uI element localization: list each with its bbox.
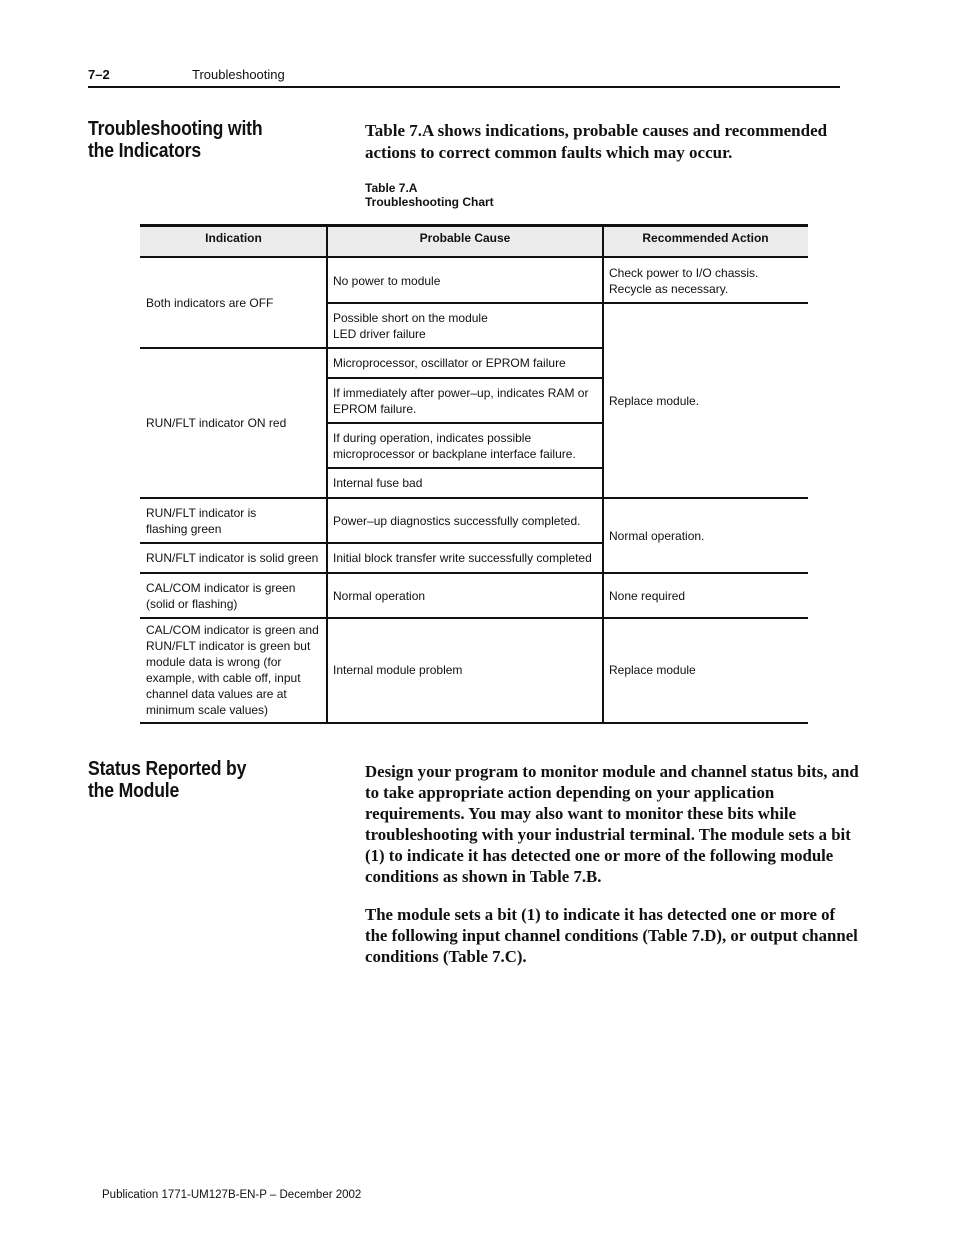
cell-text: Internal fuse bad [333,476,423,490]
cell-text: Both indicators are OFF [146,296,274,310]
cell-text: module data is wrong (for [146,655,282,669]
paragraph-line: Design your program to monitor module and channel status bits, and [365,762,859,781]
indication-solid-green [140,543,326,573]
heading-line: the Module [88,780,180,802]
cause-microprocessor [327,348,602,378]
cell-text: Replace module [609,663,696,677]
paragraph-line: troubleshooting with your industrial terminal. The module sets a bit [365,825,851,844]
cell-text: If during operation, indicates possible [333,430,532,445]
cell-text: Normal operation [333,588,426,603]
indication-flashing-green [140,498,326,543]
cell-text: RUN/FLT indicator is solid green [146,551,319,565]
action-replace-module [603,303,808,498]
paragraph-line: conditions (Table 7.C). [365,947,527,966]
heading-line: Status Reported by [88,758,247,780]
indication-run-flt-red [140,348,326,498]
paragraph-line: to take appropriate action depending on your application [365,783,775,802]
cell-text: Replace module. [609,393,700,408]
cause-block-transfer [327,543,602,573]
cause-diagnostics-completed [327,498,602,543]
status-paragraph-2 [365,904,885,967]
table-caption [365,181,494,209]
paragraph-line: conditions as shown in Table 7.B. [365,867,602,886]
status-paragraph-1 [365,761,885,887]
action-normal-operation [603,498,808,573]
cell-text: Power–up diagnostics successfully completed. [333,513,581,528]
cell-text: Normal operation. [609,528,705,543]
page-header [88,64,840,88]
action-replace-module-2 [603,618,808,722]
cell-text: CAL/COM indicator is green [146,580,296,595]
heading-line: the Indicators [88,140,201,162]
cell-text: RUN/FLT indicator ON red [146,416,287,430]
intro-paragraph: Table 7.A shows indications, probable causes and recommended actions to correct common faults which may occur. [365,121,828,162]
cell-text: flashing green [146,521,222,536]
running-title: Troubleshooting [192,67,285,82]
page-number: 7–2 [88,67,110,82]
indication-cal-com-run-flt [140,618,326,722]
cause-normal-operation [327,573,602,618]
cell-text: Microprocessor, oscillator or EPROM failure [333,356,566,370]
cell-text: CAL/COM indicator is green and [146,623,319,637]
paragraph-line: The module sets a bit (1) to indicate it has detected one or more of [365,905,836,924]
action-check-power [603,258,808,303]
action-none-required [603,573,808,618]
cell-text: RUN/FLT indicator is [146,505,257,520]
cell-text: None required [609,588,686,603]
section-heading-troubleshooting [88,118,299,162]
cause-internal-fuse [327,468,602,498]
troubleshooting-table [140,224,808,724]
paragraph-line: (1) to indicate it has detected one or more of the following module [365,846,834,865]
indication-both-off [140,258,326,348]
cell-text: EPROM failure. [333,401,417,416]
paragraph-line: the following input channel conditions (Table 7.D), or output channel [365,926,858,945]
table-number: Table 7.A [365,181,418,195]
cell-text: (solid or flashing) [146,596,238,611]
cause-ram-eprom [327,378,602,423]
cell-text: RUN/FLT indicator is green but [146,639,311,653]
cell-text: Recycle as necessary. [609,281,729,296]
table-title: Troubleshooting Chart [365,195,494,209]
cause-possible-short [327,303,602,348]
paragraph-line: requirements. You may also want to monitor these bits while [365,804,797,823]
cell-text: channel data values are at [146,687,287,701]
cause-during-operation [327,423,602,468]
cell-text: Initial block transfer write successfully completed [333,551,592,565]
cell-text: Internal module problem [333,663,463,677]
header-recommended-action: Recommended Action [642,231,769,245]
indication-cal-com-green [140,573,326,618]
cell-text: example, with cable off, input [146,671,301,685]
table-bottom-rule [140,722,808,724]
cell-text: Check power to I/O chassis. [609,265,759,280]
header-probable-cause: Probable Cause [419,231,511,245]
header-indication: Indication [205,231,262,245]
heading-line: Troubleshooting with [88,118,263,140]
section-heading-status [88,758,299,802]
cell-text: If immediately after power–up, indicates RAM or [333,385,589,400]
cause-no-power [327,258,602,303]
publication-footer: Publication 1771-UM127B-EN-P – December 2002 [102,1189,362,1201]
cell-text: Possible short on the module [333,310,488,325]
cell-text: minimum scale values) [146,703,269,717]
cell-text: microprocessor or backplane interface failure. [333,446,576,461]
cell-text: LED driver failure [333,326,426,341]
cause-internal-module-problem [327,618,602,722]
cell-text: No power to module [333,273,441,288]
